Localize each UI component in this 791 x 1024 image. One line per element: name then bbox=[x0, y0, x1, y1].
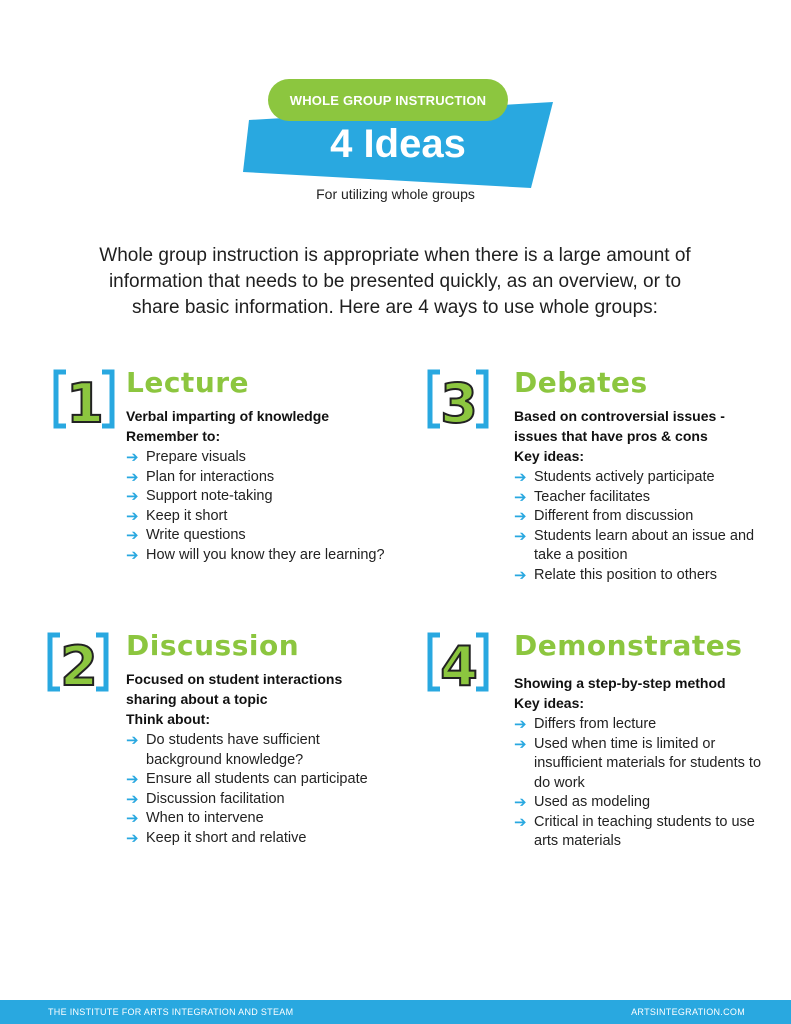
section-discussion bbox=[46, 629, 416, 859]
lead-line: issues that have pros & cons bbox=[514, 428, 708, 444]
lead-line: Remember to: bbox=[126, 428, 221, 444]
list-item: ➔ When to intervene bbox=[126, 810, 264, 827]
arrow-right-icon: ➔ bbox=[514, 566, 527, 584]
footer-organization: THE INSTITUTE FOR ARTS INTEGRATION AND STEAM bbox=[48, 1007, 294, 1017]
list-item: ➔ Critical in teaching students to use arts materials bbox=[514, 813, 755, 849]
arrow-right-icon: ➔ bbox=[514, 794, 527, 811]
arrow-right-icon: ➔ bbox=[514, 508, 527, 525]
arrow-right-icon: ➔ bbox=[126, 732, 139, 749]
arrow-right-icon: ➔ bbox=[126, 771, 139, 788]
category-label: WHOLE GROUP INSTRUCTION bbox=[289, 92, 487, 108]
list-item: ➔ Used when time is limited or insufficient materials for students to do work bbox=[514, 735, 762, 791]
list-item: ➔ Plan for interactions bbox=[126, 468, 275, 486]
section-title-discussion: Discussion bbox=[126, 629, 300, 662]
arrow-right-icon: ➔ bbox=[126, 790, 139, 808]
list-item: ➔ Prepare visuals bbox=[126, 449, 246, 466]
arrow-right-icon: ➔ bbox=[126, 546, 139, 564]
footer-bar bbox=[0, 1000, 791, 1024]
arrow-right-icon: ➔ bbox=[514, 527, 527, 545]
list-item: ➔ Do students have sufficient background knowledge? bbox=[126, 732, 320, 768]
list-item: ➔ How will you know they are learning? bbox=[126, 546, 385, 564]
number-4-icon bbox=[426, 629, 490, 695]
section-title-debates: Debates bbox=[514, 366, 648, 399]
arrow-right-icon: ➔ bbox=[126, 810, 139, 827]
list-item: ➔ Teacher facilitates bbox=[514, 488, 651, 506]
arrow-right-icon: ➔ bbox=[126, 468, 139, 486]
lead-line: Focused on student interactions bbox=[126, 671, 343, 687]
arrow-right-icon: ➔ bbox=[514, 488, 527, 506]
arrow-right-icon: ➔ bbox=[126, 488, 139, 505]
arrow-right-icon: ➔ bbox=[514, 716, 527, 733]
lead-line: sharing about a topic bbox=[126, 691, 268, 707]
lead-line: Key ideas: bbox=[514, 695, 585, 711]
number-1-icon bbox=[52, 366, 116, 432]
list-item: ➔ Different from discussion bbox=[514, 508, 694, 525]
page-title: 4 Ideas bbox=[330, 121, 466, 166]
lead-line: Key ideas: bbox=[514, 448, 585, 464]
list-item: ➔ Write questions bbox=[126, 527, 246, 544]
page-subtitle: For utilizing whole groups bbox=[316, 186, 475, 202]
footer-website-link[interactable]: ARTSINTEGRATION.COM bbox=[631, 1007, 745, 1017]
list-item: ➔ Keep it short bbox=[126, 507, 228, 525]
list-item: ➔ Ensure all students can participate bbox=[126, 771, 368, 788]
section-demonstrates bbox=[426, 629, 776, 859]
lead-line: Verbal imparting of knowledge bbox=[126, 408, 330, 424]
lead-line: Showing a step-by-step method bbox=[514, 675, 726, 691]
section-debates bbox=[426, 366, 776, 596]
number-3-digit: 3 bbox=[440, 372, 478, 432]
section-title-lecture: Lecture bbox=[126, 366, 250, 399]
list-item: ➔ Discussion facilitation bbox=[126, 790, 285, 808]
arrow-right-icon: ➔ bbox=[126, 527, 139, 544]
number-3-icon bbox=[426, 366, 490, 432]
list-item: ➔ Keep it short and relative bbox=[126, 829, 307, 847]
number-2-digit: 2 bbox=[60, 635, 98, 695]
list-item: ➔ Support note-taking bbox=[126, 488, 273, 505]
number-2-icon bbox=[46, 629, 110, 695]
section-lecture bbox=[52, 366, 422, 586]
arrow-right-icon: ➔ bbox=[126, 507, 139, 525]
list-item: ➔ Relate this position to others bbox=[514, 566, 717, 584]
list-item: ➔ Used as modeling bbox=[514, 794, 651, 811]
arrow-right-icon: ➔ bbox=[514, 813, 527, 831]
number-4-digit: 4 bbox=[440, 635, 478, 695]
intro-paragraph: Whole group instruction is appropriate when there is a large amount of information that needs to be presented quickly, as an overview, or to share basic information. Here are 4 ways to use whole groups: bbox=[99, 245, 691, 318]
list-item: ➔ Students learn about an issue and take a position bbox=[514, 527, 755, 563]
lead-line: Based on controversial issues - bbox=[514, 408, 725, 424]
list-item: ➔ Differs from lecture bbox=[514, 716, 657, 733]
arrow-right-icon: ➔ bbox=[514, 469, 527, 486]
lead-line: Think about: bbox=[126, 711, 210, 727]
list-item: ➔ Students actively participate bbox=[514, 469, 715, 486]
arrow-right-icon: ➔ bbox=[514, 735, 527, 753]
arrow-right-icon: ➔ bbox=[126, 449, 139, 466]
section-title-demonstrates: Demonstrates bbox=[514, 629, 743, 662]
number-1-digit: 1 bbox=[66, 372, 104, 432]
arrow-right-icon: ➔ bbox=[126, 829, 139, 847]
